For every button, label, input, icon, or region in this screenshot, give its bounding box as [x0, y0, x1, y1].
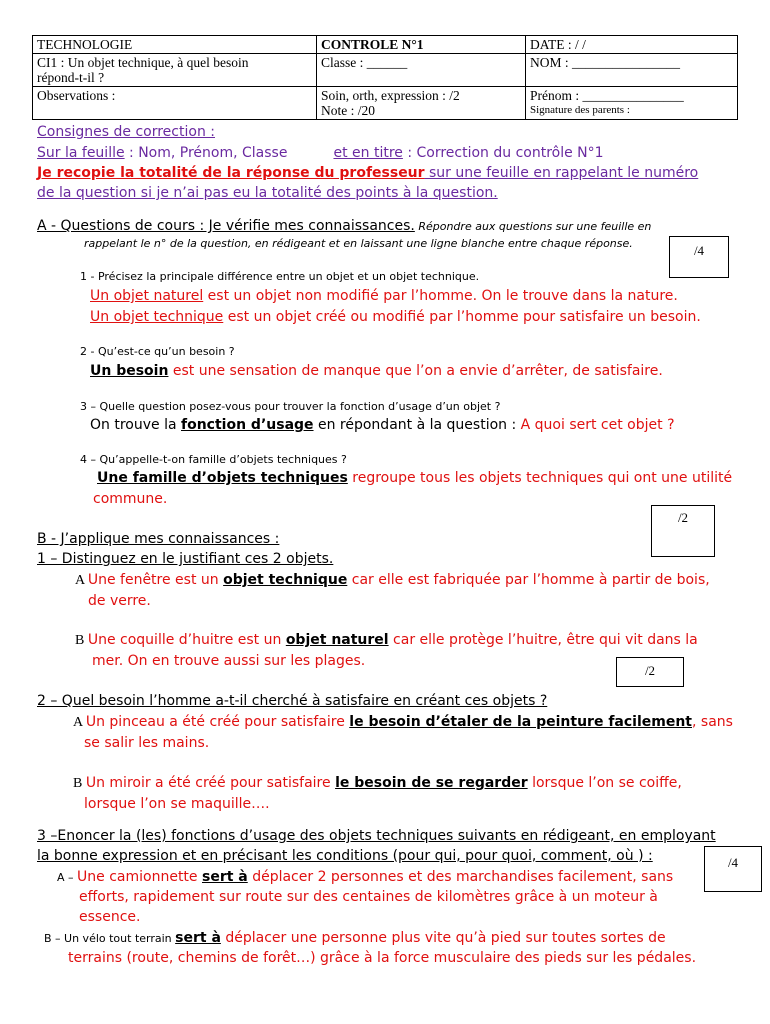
partB-q1b-letter: B [75, 633, 88, 648]
partB-q2b-rest: lorsque l’on se coiffe, [527, 775, 682, 791]
partB-q1a-rest: car elle est fabriquée par l’homme à partir de bois, [347, 572, 710, 588]
partB-score1-box [651, 505, 715, 557]
note-line: Note : /20 [321, 103, 375, 118]
control-cell [317, 36, 526, 54]
partB-q1b-term: objet naturel [285, 632, 389, 648]
control-title: CONTROLE N°1 [321, 37, 424, 52]
partB-q3a-term: sert à [202, 869, 248, 885]
partA-q2: 2 - Qu’est-ce qu’un besoin ? [80, 345, 235, 358]
partB-score1: /2 [677, 510, 689, 525]
ci-cell [33, 54, 317, 87]
consignes-titre: et en titre [333, 145, 403, 161]
partA-q4: 4 – Qu’appelle-t-on famille d’objets techniques ? [80, 453, 347, 466]
partB-q1a-term: objet technique [223, 572, 348, 588]
partA-instr2: rappelant le n° de la question, en rédigeant et en laissant une ligne blanche entre chaque réponse. [84, 237, 633, 250]
partA-a2-text: est une sensation de manque que l’on a envie d’arrêter, de satisfaire. [168, 363, 663, 379]
consignes-title: Consignes de correction : [37, 124, 215, 140]
partB-q1b-rest: car elle protège l’huitre, être qui vit dans la [388, 632, 698, 648]
partB-q3b-line2: terrains (route, chemins de forêt…) grâce à la force musculaire des pieds sur les pédales. [68, 950, 697, 966]
partB-q3a-pre: Une camionnette [77, 869, 202, 885]
partB-q3a-letter: A – [57, 871, 78, 884]
partA-a3-pre: On trouve la [90, 417, 181, 433]
nom-cell: NOM : ________________ [526, 54, 738, 87]
partB-q2a-term: le besoin d’étaler de la peinture facilement [349, 714, 693, 730]
partB-q3a [57, 869, 673, 885]
partA-a3-term: fonction d’usage [181, 417, 314, 433]
consignes-line1 [37, 145, 604, 161]
partA-a1b [90, 309, 701, 325]
partA-header [37, 218, 651, 234]
partA-a4 [97, 470, 732, 486]
partA-a2-term: Un besoin [90, 363, 169, 379]
partA-a1b-term: Un objet technique [90, 309, 224, 325]
partB-q3-line1: 3 –Enoncer la (les) fonctions d’usage des objets techniques suivants en rédigeant, en employant [37, 828, 716, 844]
date-cell: DATE : / / [526, 36, 738, 54]
soin-line: Soin, orth, expression : /2 [321, 88, 460, 103]
partB-q1b [75, 632, 698, 649]
partB-score2: /2 [644, 663, 656, 678]
partB-q1a-letter: A [75, 573, 88, 588]
consignes-line3: de la question si je n’ai pas eu la totalité des points à la question. [37, 185, 498, 201]
partB-q2a-pre: Un pinceau a été créé pour satisfaire [85, 714, 350, 730]
partB-title: B - J’applique mes connaissances : [37, 531, 280, 547]
consignes-nom: : Nom, Prénom, Classe [124, 145, 288, 161]
prenom-cell [526, 87, 738, 120]
partB-q3a-rest: déplacer 2 personnes et des marchandises facilement, sans [247, 869, 674, 885]
partB-score2-box [616, 657, 684, 687]
partB-q3a-line3: essence. [79, 909, 141, 925]
consignes-rappel: sur une feuille en rappelant le numéro [424, 165, 699, 181]
observations-cell: Observations : [33, 87, 317, 120]
partB-q1a-line2: de verre. [88, 593, 151, 609]
partA-a1a [90, 288, 678, 304]
partB-q3b-term: sert à [175, 930, 221, 946]
partA-a1b-text: est un objet créé ou modifié par l’homme pour satisfaire un besoin. [223, 309, 701, 325]
soin-note-cell [317, 87, 526, 120]
partA-a2 [90, 363, 663, 379]
partB-q2b-line2: lorsque l’on se maquille…. [84, 796, 270, 812]
consignes-recopie: Je recopie la totalité de la réponse du professeur [37, 165, 425, 181]
prenom-line: Prénom : _______________ [530, 88, 684, 103]
partA-q1: 1 - Précisez la principale différence entre un objet et un objet technique. [80, 270, 480, 283]
partA-title: A - Questions de cours : Je vérifie mes connaissances. [37, 218, 415, 234]
partB-q1b-pre: Une coquille d’huitre est un [87, 632, 286, 648]
signature-line: Signature des parents : [530, 104, 630, 116]
partA-q3: 3 – Quelle question posez-vous pour trouver la fonction d’usage d’un objet ? [80, 400, 501, 413]
partB-q2b-term: le besoin de se regarder [335, 775, 528, 791]
partA-a3-mid: en répondant à la question : [313, 417, 521, 433]
partB-q3a-line2: efforts, rapidement sur route sur des centaines de kilomètres grâce à un moteur à [79, 889, 658, 905]
partA-a3 [90, 417, 675, 433]
partB-q2a-line2: se salir les mains. [84, 735, 210, 751]
partA-score: /4 [693, 243, 705, 258]
consignes-correction: : Correction du contrôle N°1 [402, 145, 604, 161]
partA-score-box [669, 236, 729, 278]
partB-q2a-letter: A [73, 715, 86, 730]
partB-q2b [73, 775, 682, 792]
partB-q2a-rest: , sans [692, 714, 733, 730]
partA-a3-red: A quoi sert cet objet ? [520, 417, 675, 433]
subject-cell: TECHNOLOGIE [33, 36, 317, 54]
partB-q1b-line2: mer. On en trouve aussi sur les plages. [92, 653, 366, 669]
consignes-line2 [37, 165, 698, 181]
partB-q2b-pre: Un miroir a été créé pour satisfaire [85, 775, 336, 791]
partB-score3-box [704, 846, 762, 892]
partA-instr1: Répondre aux questions sur une feuille en [414, 220, 652, 233]
partB-q3-line2: la bonne expression et en précisant les conditions (pour qui, pour quoi, comment, où ) : [37, 848, 653, 864]
partB-q3b [44, 930, 666, 946]
partB-q2a [73, 714, 733, 731]
partB-q2: 2 – Quel besoin l’homme a-t-il cherché à satisfaire en créant ces objets ? [37, 693, 548, 709]
partB-score3: /4 [727, 855, 739, 870]
classe-cell: Classe : ______ [317, 54, 526, 87]
consignes-feuille: Sur la feuille [37, 145, 125, 161]
partB-q1: 1 – Distinguez en le justifiant ces 2 objets. [37, 551, 334, 567]
partB-q2b-letter: B [73, 776, 86, 791]
partA-a4-line2: commune. [93, 491, 168, 507]
ci-line1: CI1 : Un objet technique, à quel besoin [37, 55, 249, 70]
partB-q1a-pre: Une fenêtre est un [87, 572, 224, 588]
partA-a4-term: Une famille d’objets techniques [97, 470, 348, 486]
header-table [32, 35, 738, 120]
partA-a1a-text: est un objet non modifié par l’homme. On le trouve dans la nature. [203, 288, 678, 304]
partB-q3b-rest: déplacer une personne plus vite qu’à pied sur toutes sortes de [220, 930, 666, 946]
ci-line2: répond-t-il ? [37, 70, 105, 85]
partB-q3b-letter: B – Un vélo tout terrain [44, 932, 176, 945]
partB-q1a [75, 572, 710, 589]
partA-a1a-term: Un objet naturel [90, 288, 204, 304]
partA-a4-text: regroupe tous les objets techniques qui ont une utilité [347, 470, 733, 486]
